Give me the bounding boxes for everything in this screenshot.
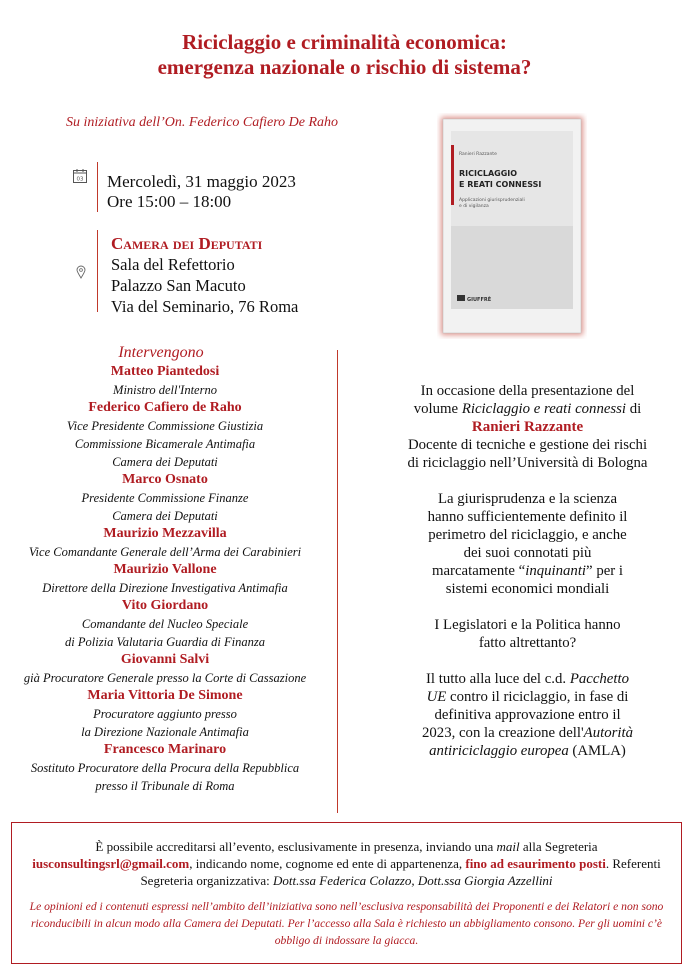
title-line-1: Riciclaggio e criminalità economica: bbox=[182, 30, 507, 54]
author-name: Ranieri Razzante bbox=[471, 419, 584, 435]
speaker-role: Camera dei Deputati bbox=[112, 455, 218, 469]
book-subtitle-1: Applicazioni giurisprudenziali bbox=[459, 198, 525, 203]
speaker-role: presso il Tribunale di Roma bbox=[95, 779, 235, 793]
location-pin-icon bbox=[76, 265, 86, 279]
speaker-role: di Polizia Valutaria Guardia di Finanza bbox=[65, 635, 265, 649]
venue-building: Palazzo San Macuto bbox=[111, 276, 246, 295]
book-cover-image bbox=[437, 113, 587, 339]
paragraph-question: I Legislatori e la Politica hanno fatto altrettanto? bbox=[434, 617, 621, 651]
contact-email[interactable]: iusconsultingsrl@gmail.com bbox=[32, 856, 190, 871]
speaker-role: Presidente Commissione Finanze bbox=[81, 491, 249, 505]
speaker-role: Vice Presidente Commissione Giustizia bbox=[66, 419, 264, 433]
speaker-role: la Direzione Nazionale Antimafia bbox=[81, 725, 249, 739]
divider-center bbox=[337, 350, 338, 813]
divider-date bbox=[97, 162, 98, 212]
divider-venue bbox=[97, 230, 98, 312]
initiative-line: Su iniziativa dell’On. Federico Cafiero De Raho bbox=[66, 115, 339, 130]
book-author: Ranieri Razzante bbox=[459, 152, 497, 157]
speaker-role: Vice Comandante Generale dell’Arma dei Carabinieri bbox=[28, 545, 302, 559]
venue-block bbox=[111, 233, 298, 317]
paragraph-eu-package: Il tutto alla luce del c.d. Pacchetto UE contro il riciclaggio, in fase di definitiva approvazione entro il 2023, con la creazione dell'Autorità antiriciclaggio europea (AMLA) bbox=[422, 671, 633, 759]
paragraph-intro: In occasione della presentazione del volume Riciclaggio e reati connessi di Ranieri Razzante Docente di tecniche e gestione dei rischi di riciclaggio nell’Università di Bologna bbox=[407, 383, 648, 471]
speaker-name: Francesco Marinaro bbox=[103, 742, 227, 757]
paragraph-jurisprudence: La giurisprudenza e la scienza hanno sufficientemente definito il perimetro del riciclaggio, e anche dei suoi connotati più marcatamente “inquinanti” per i sistemi economici mondiali bbox=[427, 491, 628, 597]
calendar-icon bbox=[73, 169, 87, 183]
speaker-role: Comandante del Nucleo Speciale bbox=[81, 617, 249, 631]
book-title-1: RICICLAGGIO bbox=[459, 169, 518, 178]
speaker-role: Sostituto Procuratore della Procura della Repubblica bbox=[30, 761, 300, 775]
disclaimer-text: Le opinioni ed i contenuti espressi nell’ambito dell’iniziativa sono nell’esclusiva responsabilità dei Proponenti e dei Relatori e non sono riconducibili in alcun modo alla Camera dei Deputati. Per l’accesso alla Sala è richiesto un abbigliamento consono. Per gli uomini c’è obbligo di indossare la giacca. bbox=[29, 900, 664, 947]
book-title-2: E REATI CONNESSI bbox=[459, 180, 542, 189]
speaker-name: Maurizio Vallone bbox=[113, 562, 217, 577]
speakers-list bbox=[0, 343, 330, 795]
book-subtitle-2: e di vigilanza bbox=[459, 204, 489, 209]
presentation-text bbox=[375, 382, 680, 778]
speaker-name: Marco Osnato bbox=[122, 472, 208, 487]
speaker-role: Direttore della Direzione Investigativa Antimafia bbox=[42, 581, 288, 595]
speaker-name: Vito Giordano bbox=[121, 598, 209, 613]
event-title bbox=[0, 30, 689, 80]
speaker-name: Maurizio Mezzavilla bbox=[103, 526, 227, 541]
calendar-day: 03 bbox=[76, 176, 84, 183]
venue-address: Via del Seminario, 76 Roma bbox=[111, 297, 299, 316]
title-line-2: emergenza nazionale o rischio di sistema? bbox=[157, 55, 532, 79]
event-date: Mercoledì, 31 maggio 2023 bbox=[107, 172, 296, 191]
speaker-role: Procuratore aggiunto presso bbox=[93, 707, 237, 721]
event-time: Ore 15:00 – 18:00 bbox=[107, 192, 232, 211]
accreditation-box bbox=[11, 822, 682, 964]
speaker-role: Commissione Bicamerale Antimafia bbox=[74, 437, 256, 451]
speaker-name: Maria Vittoria De Simone bbox=[87, 688, 243, 703]
book-publisher: GIUFFRÈ bbox=[467, 297, 492, 303]
speaker-name: Giovanni Salvi bbox=[120, 652, 210, 667]
speaker-name: Matteo Piantedosi bbox=[110, 364, 220, 379]
venue-room: Sala del Refettorio bbox=[111, 255, 235, 274]
accreditation-text: È possibile accreditarsi all’evento, esclusivamente in presenza, inviando una mail alla Segreteria iusconsultingsrl@gmail.com, indicando nome, cognome ed ente di appartenenza, fino ad esaurimento posti. Referenti Segreteria organizzativa: Dott.ssa Federica Colazzo, Dott.ssa Giorgia Azzellini bbox=[32, 839, 661, 888]
speaker-role: già Procuratore Generale presso la Corte di Cassazione bbox=[23, 671, 307, 685]
speaker-name: Federico Cafiero de Raho bbox=[88, 400, 242, 415]
speaker-role: Camera dei Deputati bbox=[112, 509, 218, 523]
date-block bbox=[107, 172, 296, 212]
speakers-heading: Intervengono bbox=[118, 344, 204, 361]
venue-org: Camera dei Deputati bbox=[111, 234, 263, 253]
speaker-role: Ministro dell'Interno bbox=[113, 383, 217, 397]
